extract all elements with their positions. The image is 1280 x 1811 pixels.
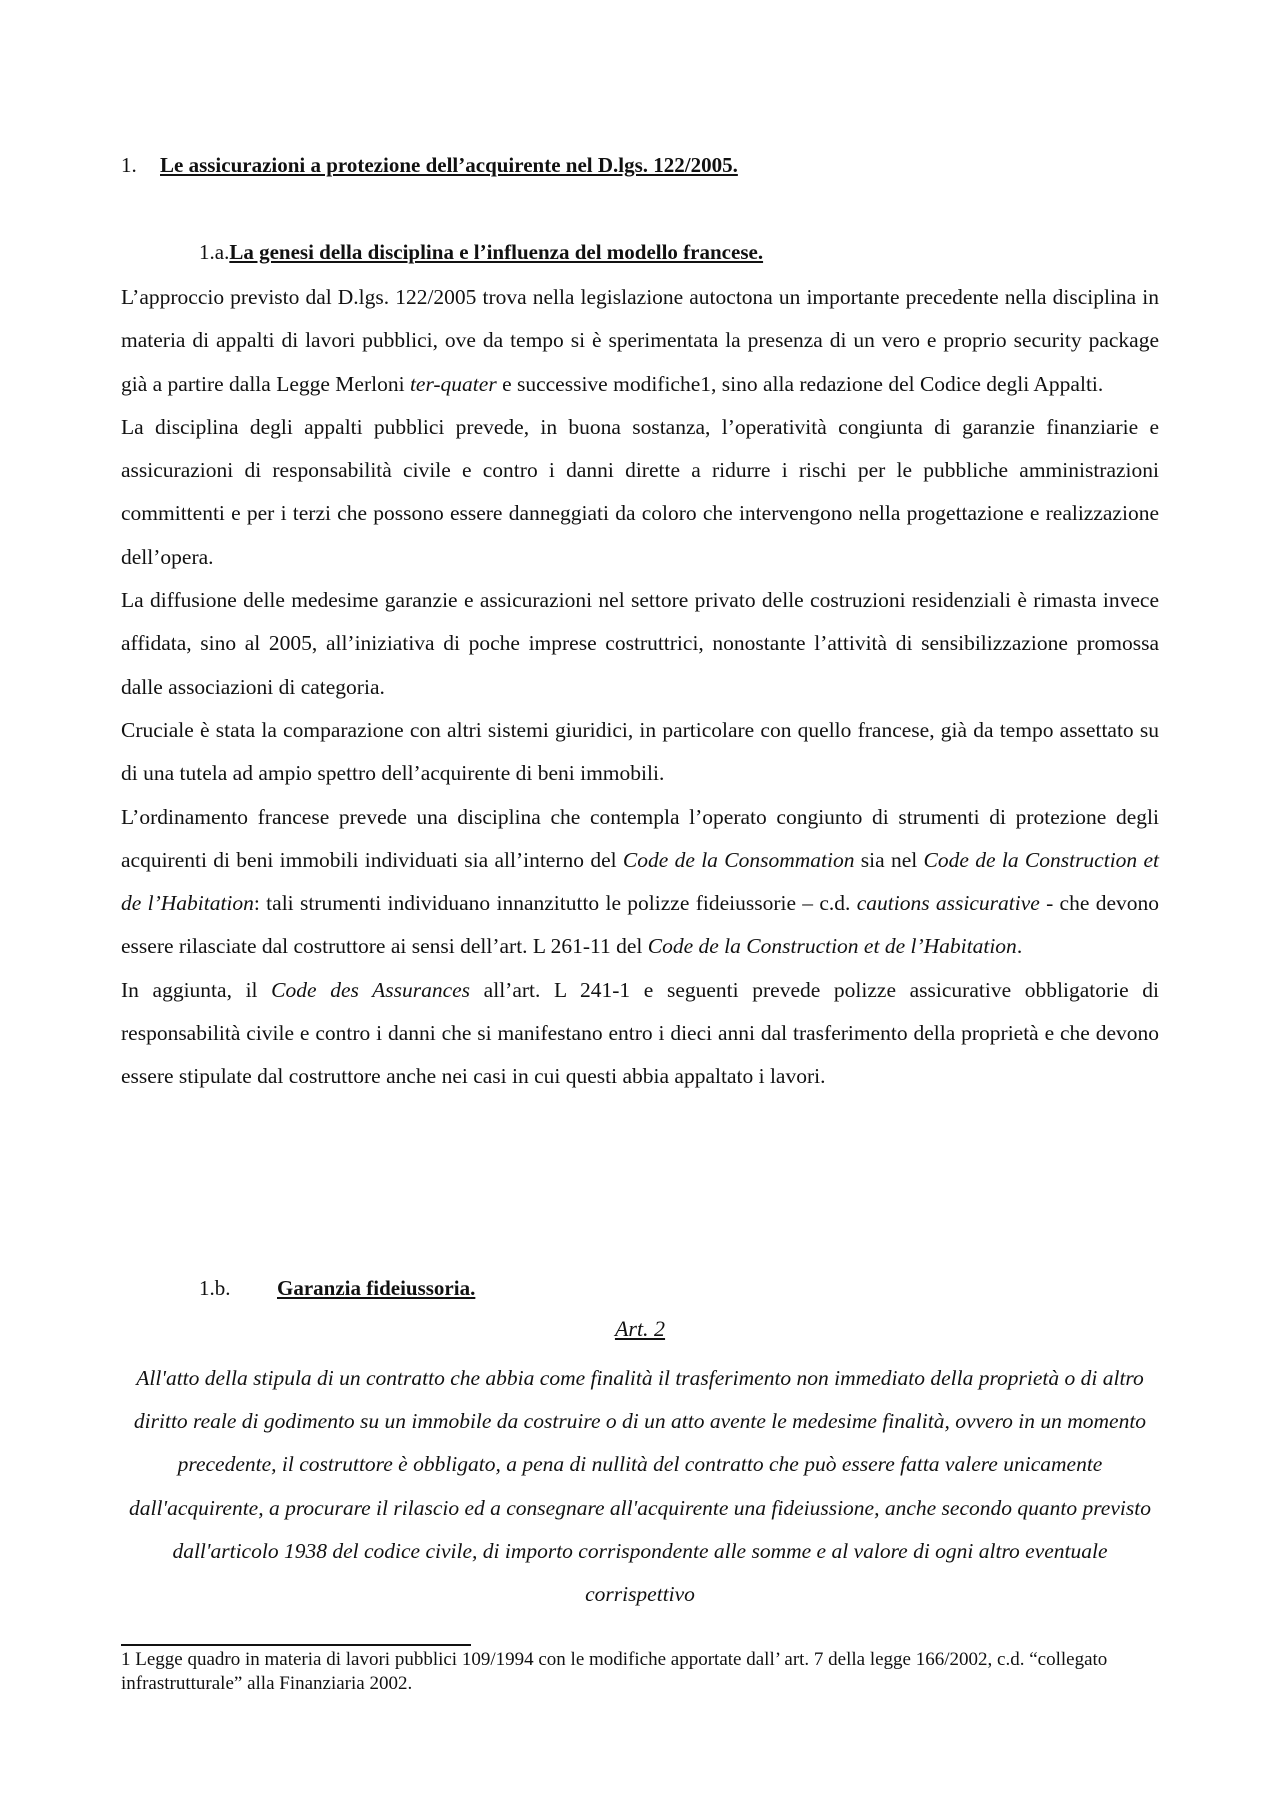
subsection-number: 1.b.	[199, 1276, 231, 1300]
section-title: Le assicurazioni a protezione dell’acquirente nel D.lgs. 122/2005.	[160, 153, 738, 177]
paragraph: L’ordinamento francese prevede una disciplina che contempla l’operato congiunto di strumenti di protezione degli acquirenti di beni immobili individuati sia all’interno del Code de la Consommation sia nel Code de la Construction et de l’Habitation: tali strumenti individuano innanzitutto le polizze fideiussorie – c.d. cautions assicurative - che devono essere rilasciate dal costruttore ai sensi dell’art. L 261-11 del Code de la Construction et de l’Habitation.	[121, 804, 1159, 959]
subsection-heading-1a	[199, 240, 763, 265]
subsection-title: Garanzia fideiussoria.	[277, 1276, 476, 1300]
section-number: 1.	[121, 153, 137, 177]
body-text	[121, 276, 1159, 1099]
article-title: Art. 2	[614, 1316, 666, 1341]
paragraph: L’approccio previsto dal D.lgs. 122/2005 trova nella legislazione autoctona un importante precedente nella disciplina in materia di appalti di lavori pubblici, ove da tempo si è sperimentata la presenza di un vero e proprio security package già a partire dalla Legge Merloni ter-quater e successive modifiche1, sino alla redazione del Codice degli Appalti.	[121, 285, 1159, 396]
paragraph: La disciplina degli appalti pubblici prevede, in buona sostanza, l’operatività congiunta di garanzie finanziarie e assicurazioni di responsabilità civile e contro i danni dirette a ridurre i rischi per le pubbliche amministrazioni committenti e per i terzi che possono essere danneggiati da coloro che intervengono nella progettazione e realizzazione dell’opera.	[121, 414, 1159, 569]
paragraph: In aggiunta, il Code des Assurances all’art. L 241-1 e seguenti prevede polizze assicurative obbligatorie di responsabilità civile e contro i danni che si manifestano entro i dieci anni dal trasferimento della proprietà e che devono essere stipulate dal costruttore anche nei casi in cui questi abbia appaltato i lavori.	[121, 977, 1159, 1089]
paragraph: La diffusione delle medesime garanzie e assicurazioni nel settore privato delle costruzioni residenziali è rimasta invece affidata, sino al 2005, all’iniziativa di poche imprese costruttrici, nonostante l’attività di sensibilizzazione promossa dalle associazioni di categoria.	[121, 588, 1159, 699]
footnote: 1 Legge quadro in materia di lavori pubblici 109/1994 con le modifiche apportate dall’ art. 7 della legge 166/2002, c.d. “collegato infrastrutturale” alla Finanziaria 2002.	[121, 1649, 1108, 1694]
subsection-title: La genesi della disciplina e l’influenza del modello francese.	[229, 240, 764, 264]
subsection-number: 1.a.	[199, 240, 230, 264]
section-heading-1	[121, 153, 738, 178]
footnote-divider	[121, 1644, 471, 1646]
subsection-heading-1b	[199, 1276, 475, 1301]
article-text: All'atto della stipula di un contratto che abbia come finalità il trasferimento non immediato della proprietà o di altro diritto reale di godimento su un immobile da costruire o di un atto avente le medesime finalità, ovvero in un momento precedente, il costruttore è obbligato, a pena di nullità del contratto che può essere fatta valere unicamente dall'acquirente, a procurare il rilascio ed a consegnare all'acquirente una fideiussione, anche secondo quanto previsto dall'articolo 1938 del codice civile, di importo corrispondente alle somme e al valore di ogni altro eventuale corrispettivo	[129, 1366, 1151, 1607]
paragraph: Cruciale è stata la comparazione con altri sistemi giuridici, in particolare con quello francese, già da tempo assettato su di una tutela ad ampio spettro dell’acquirente di beni immobili.	[121, 717, 1159, 786]
